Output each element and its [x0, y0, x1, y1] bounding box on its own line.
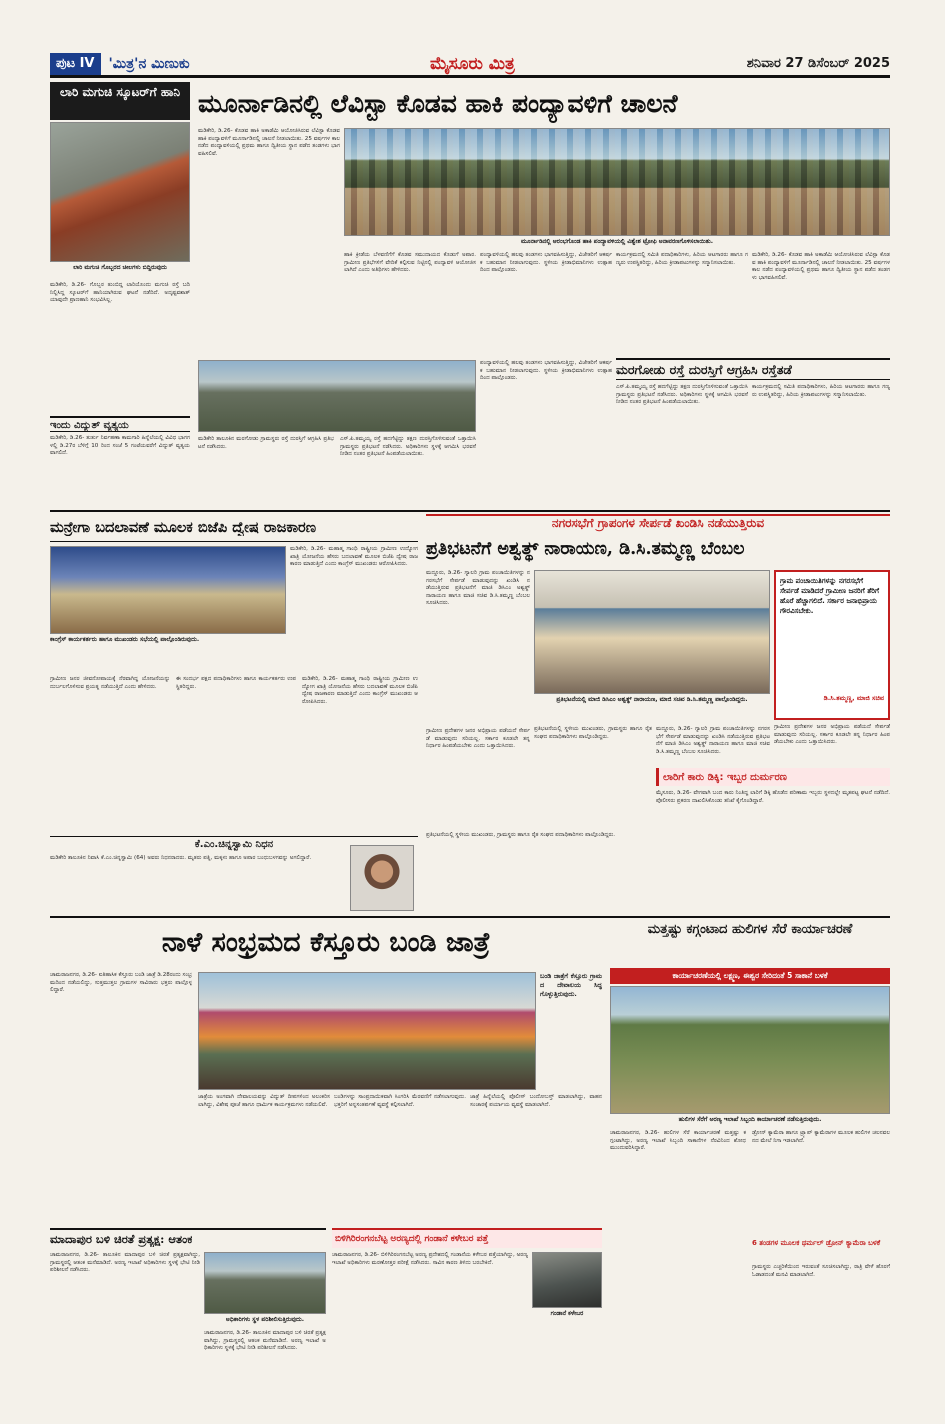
tiger-photo [610, 986, 890, 1114]
road-body-col-2: ಕಾರ್ಯಕ್ರಮದಲ್ಲಿ ಸಮಿತಿ ಪದಾಧಿಕಾರಿಗಳು, ಹಿರಿಯ ಆಟಗಾರರು ಹಾಗೂ ಗಣ್ಯರು ಉಪಸ್ಥಿತರಿದ್ದು, ಹಿರಿಯ ಕ್ರೀಡಾಪಟುಗಳನ್ನು ಸನ್ಮಾನಿಸಲಾಯಿತು. [752, 384, 890, 398]
mgnrega-body-col-3: ಈ ಸಂದರ್ಭ ಪಕ್ಷದ ಪದಾಧಿಕಾರಿಗಳು ಹಾಗೂ ಕಾರ್ಯಕರ್ತರು ಉಪಸ್ಥಿತರಿದ್ದರು. [176, 676, 296, 690]
jatra-body-col-4: ಜಾತ್ರೆ ಹಿನ್ನೆಲೆಯಲ್ಲಿ ಪೊಲೀಸ್ ಬಂದೋಬಸ್ತ್ ಮಾಡಲಾಗಿದ್ದು, ವಾಹನ ಸಂಚಾರಕ್ಕೆ ಪರ್ಯಾಯ ವ್ಯವಸ್ಥೆ ಮಾಡಲಾಗಿದೆ. [470, 1094, 602, 1108]
protest-photo-caption: ಪ್ರತಿಭಟನೆಯಲ್ಲಿ ಮಾಜಿ ಡಿಸಿಎಂ ಅಶ್ವತ್ಥ್ ನಾರಾಯಣ, ಮಾಜಿ ಸಚಿವ ಡಿ.ಸಿ.ತಮ್ಮಣ್ಣ ಪಾಲ್ಗೊಂಡಿದ್ದರು. [556, 696, 748, 703]
protest-body-col-4: ಮದ್ದೂರು, ಡಿ.26- ಗ್ಯಾಲರಿ ಗ್ರಾಮ ಪಂಚಾಯಿತಿಗಳನ್ನು ನಗರಸಭೆಗೆ ಸೇರ್ಪಡೆ ಮಾಡುವುದನ್ನು ಖಂಡಿಸಿ ನಡೆಯುತ್ತಿರುವ ಪ್ರತಿಭಟನೆಗೆ ಮಾಜಿ ಡಿಸಿಎಂ ಅಶ್ವತ್ಥ್ ನಾರಾಯಣ ಹಾಗೂ ಮಾಜಿ ಸಚಿವ ಡಿ.ಸಿ.ತಮ್ಮಣ್ಣ ಬೆಂಬಲ ಸೂಚಿಸಿದರು. [656, 726, 770, 755]
obituary-headline: ಕೆ.ಎಂ.ಚಿನ್ನಸ್ವಾಮಿ ನಿಧನ [194, 839, 274, 850]
jatra-side-note: ಬಂಡಿ ಜಾತ್ರೆಗೆ ಕೆಸ್ತೂರು ಗ್ರಾಮದ ದೇವಾಲಯ ಸಿದ್ಧಗೊಳ್ಳುತ್ತಿರುವುದು. [540, 972, 602, 998]
leopard-headline [50, 1228, 326, 1248]
lorry-photo [50, 122, 190, 262]
tiger-highlight: 6 ತಂಡಗಳ ಮೂಲಕ ಥರ್ಮಲ್ ಡ್ರೋನ್ ಕ್ಯಾಮೆರಾ ಬಳಕೆ [752, 1239, 881, 1247]
leopard-headline-text: ಮಾದಾಪುರ ಬಳಿ ಚಿರತೆ ಪ್ರತ್ಯಕ್ಷ: ಆತಂಕ [50, 1231, 193, 1246]
issue-date: ಶನಿವಾರ 27 ಡಿಸೆಂಬರ್ 2025 [746, 56, 890, 71]
lorry-body: ಮಡಿಕೇರಿ, ಡಿ.26- ಗೊಬ್ಬರ ತುಂಬಿದ್ದ ಲಾರಿಯೊಂದು ಮಗುಚಿ ರಸ್ತೆ ಬದಿ ನಿಲ್ಲಿಸಿದ್ದ ಸ್ಕೂಟರ್‌ಗೆ ಹಾನಿಯಾಗಿರುವ ಘಟನೆ ನಡೆದಿದೆ. ಅದೃಷ್ಟವಶಾತ್ ಯಾವುದೇ ಪ್ರಾಣಹಾನಿ ಸಂಭವಿಸಿಲ್ಲ. [50, 282, 190, 304]
road-photo-caption: ಮಡಿಕೇರಿ ತಾಲೂಕಿನ ಮರಗೋಡು ಗ್ರಾಮಸ್ಥರು ರಸ್ತೆ ದುರಸ್ತಿಗೆ ಆಗ್ರಹಿಸಿ ಪ್ರತಿಭಟನೆ ನಡೆಸಿದರು. [198, 436, 334, 450]
protest-photo [534, 570, 770, 694]
jatra-headline: ನಾಳೆ ಸಂಭ್ರಮದ ಕೆಸ್ತೂರು ಬಂಡಿ ಜಾತ್ರೆ [161, 927, 491, 958]
power-headline: ಇಂದು ವಿದ್ಯುತ್ ವ್ಯತ್ಯಯ [50, 416, 190, 432]
lead-photo [344, 128, 890, 236]
protest-kicker: ನಗರಸಭೆಗೆ ಗ್ರಾಪಂಗಳ ಸೇರ್ಪಡೆ ಖಂಡಿಸಿ ನಡೆಯುತ್ತಿರುವ [426, 514, 890, 534]
lead-body-col-3: ಪಂದ್ಯಾವಳಿಯಲ್ಲಿ ಹಲವು ತಂಡಗಳು ಭಾಗವಹಿಸುತ್ತಿದ್ದು, ವಿಜೇತರಿಗೆ ಆಕರ್ಷಕ ಬಹುಮಾನ ನೀಡಲಾಗುವುದು. ಸ್ಥಳೀಯ ಕ್ರೀಡಾಭಿಮಾನಿಗಳು ಉತ್ಸಾಹದಿಂದ ಪಾಲ್ಗೊಂಡರು. [480, 252, 612, 274]
protest-body-col-5: ಗ್ರಾಮೀಣ ಪ್ರದೇಶಗಳ ಜನರ ಅಭಿಪ್ರಾಯ ಪಡೆಯದೆ ಸೇರ್ಪಡೆ ಮಾಡುವುದು ಸರಿಯಲ್ಲ. ಸರ್ಕಾರ ಕೂಡಲೇ ತನ್ನ ನಿರ್ಧಾರ ಹಿಂಪಡೆಯಬೇಕು ಎಂದು ಒತ್ತಾಯಿಸಿದರು. [774, 724, 890, 746]
paper-name: ಮೈಸೂರು ಮಿತ್ರ [430, 54, 515, 74]
obituary-portrait [350, 845, 414, 911]
bird-body: ಚಾಮರಾಜನಗರ, ಡಿ.26- ಬಿಳಿಗಿರಿರಂಗನಬೆಟ್ಟ ಅರಣ್ಯ ಪ್ರದೇಶದಲ್ಲಿ ಗಂಡಾನೆಯ ಕಳೇಬರ ಪತ್ತೆಯಾಗಿದ್ದು, ಅರಣ್ಯ ಇಲಾಖೆ ಅಧಿಕಾರಿಗಳು ಮರಣೋತ್ತರ ಪರೀಕ್ಷೆ ನಡೆಸಿದರು. ಸಾವಿನ ಕಾರಣ ತಿಳಿದು ಬರಬೇಕಿದೆ. [332, 1252, 528, 1266]
road-headline-text: ಮರಗೋಡು ರಸ್ತೆ ದುರಸ್ತಿಗೆ ಆಗ್ರಹಿಸಿ ರಸ್ತೆತಡೆ [616, 361, 792, 377]
protest-headline: ಪ್ರತಿಭಟನೆಗೆ ಅಶ್ವತ್ಥ್ ನಾರಾಯಣ, ಡಿ.ಸಿ.ತಮ್ಮಣ್ಣ ಬೆಂಬಲ [426, 539, 745, 559]
masthead [50, 52, 890, 78]
car-headline-text: ಲಾರಿಗೆ ಕಾರು ಡಿಕ್ಕಿ: ಇಬ್ಬರ ದುರ್ಮರಣ [663, 771, 787, 783]
road-extra-col: ಎಸ್.ಪಿ.ತಮ್ಮಯ್ಯ ರಸ್ತೆ ಹದಗೆಟ್ಟಿದ್ದು ತಕ್ಷಣ ದುರಸ್ತಿಗೊಳಿಸುವಂತೆ ಒತ್ತಾಯಿಸಿ ಗ್ರಾಮಸ್ಥರು ಪ್ರತಿಭಟನೆ ನಡೆಸಿದರು. ಅಧಿಕಾರಿಗಳು ಸ್ಥಳಕ್ಕೆ ಆಗಮಿಸಿ ಭರವಸೆ ನೀಡಿದ ನಂತರ ಪ್ರತಿಭಟನೆ ಹಿಂಪಡೆಯಲಾಯಿತು. [340, 436, 476, 458]
lead-body-col-4: ಕಾರ್ಯಕ್ರಮದಲ್ಲಿ ಸಮಿತಿ ಪದಾಧಿಕಾರಿಗಳು, ಹಿರಿಯ ಆಟಗಾರರು ಹಾಗೂ ಗಣ್ಯರು ಉಪಸ್ಥಿತರಿದ್ದು, ಹಿರಿಯ ಕ್ರೀಡಾಪಟುಗಳನ್ನು ಸನ್ಮಾನಿಸಲಾಯಿತು. [616, 252, 748, 266]
lorry-story [50, 82, 190, 412]
jatra-photo [198, 972, 536, 1090]
road-photo [198, 360, 476, 432]
lorry-headline: ಲಾರಿ ಮಗುಚಿ ಸ್ಕೂಟರ್‌ಗೆ ಹಾನಿ [50, 82, 190, 120]
power-story [50, 416, 190, 508]
lead-body-continuation: ಪಂದ್ಯಾವಳಿಯಲ್ಲಿ ಹಲವು ತಂಡಗಳು ಭಾಗವಹಿಸುತ್ತಿದ್ದು, ವಿಜೇತರಿಗೆ ಆಕರ್ಷಕ ಬಹುಮಾನ ನೀಡಲಾಗುವುದು. ಸ್ಥಳೀಯ ಕ್ರೀಡಾಭಿಮಾನಿಗಳು ಉತ್ಸಾಹದಿಂದ ಪಾಲ್ಗೊಂಡರು. [480, 360, 612, 382]
protest-body-col-1: ಮದ್ದೂರು, ಡಿ.26- ಗ್ಯಾಲರಿ ಗ್ರಾಮ ಪಂಚಾಯಿತಿಗಳನ್ನು ನಗರಸಭೆಗೆ ಸೇರ್ಪಡೆ ಮಾಡುವುದನ್ನು ಖಂಡಿಸಿ ನಡೆಯುತ್ತಿರುವ ಪ್ರತಿಭಟನೆಗೆ ಮಾಜಿ ಡಿಸಿಎಂ ಅಶ್ವತ್ಥ್ ನಾರಾಯಣ ಹಾಗೂ ಮಾಜಿ ಸಚಿವ ಡಿ.ಸಿ.ತಮ್ಮಣ್ಣ ಬೆಂಬಲ ಸೂಚಿಸಿದರು. [426, 570, 530, 607]
leopard-photo [204, 1252, 326, 1314]
road-body-col-1: ಎಸ್.ಪಿ.ತಮ್ಮಯ್ಯ ರಸ್ತೆ ಹದಗೆಟ್ಟಿದ್ದು ತಕ್ಷಣ ದುರಸ್ತಿಗೊಳಿಸುವಂತೆ ಒತ್ತಾಯಿಸಿ ಗ್ರಾಮಸ್ಥರು ಪ್ರತಿಭಟನೆ ನಡೆಸಿದರು. ಅಧಿಕಾರಿಗಳು ಸ್ಥಳಕ್ಕೆ ಆಗಮಿಸಿ ಭರವಸೆ ನೀಡಿದ ನಂತರ ಪ್ರತಿಭಟನೆ ಹಿಂಪಡೆಯಲಾಯಿತು. [616, 384, 748, 406]
car-headline [656, 768, 890, 786]
protest-quote-box [774, 570, 890, 720]
jatra-body-col-3: ಬಂಡಿಗಳನ್ನು ಸಾಂಪ್ರದಾಯಿಕವಾಗಿ ಸಿಂಗರಿಸಿ ಮೆರವಣಿಗೆ ನಡೆಸಲಾಗುವುದು. ಭಕ್ತರಿಗೆ ಅನ್ನಸಂತರ್ಪಣೆ ವ್ಯವಸ್ಥೆ ಕಲ್ಪಿಸಲಾಗಿದೆ. [334, 1094, 466, 1108]
lorry-caption: ಲಾರಿ ಮಗುಚಿ ಗೊಬ್ಬರದ ಚೀಲಗಳು ಬಿದ್ದಿರುವುದು [73, 264, 167, 271]
section-title: 'ಮಿತ್ರ'ನ ಮಿಣುಕು [108, 55, 190, 72]
protest-body-col-6: ಪ್ರತಿಭಟನೆಯಲ್ಲಿ ಸ್ಥಳೀಯ ಮುಖಂಡರು, ಗ್ರಾಮಸ್ಥರು ಹಾಗೂ ರೈತ ಸಂಘದ ಪದಾಧಿಕಾರಿಗಳು ಪಾಲ್ಗೊಂಡಿದ್ದರು. [426, 832, 616, 838]
lead-body-col-2: ಹಾಕಿ ಕ್ರೀಡೆಯ ಬೆಳವಣಿಗೆಗೆ ಕೊಡವ ಸಮುದಾಯದ ಕೊಡುಗೆ ಅಪಾರ. ಗ್ರಾಮೀಣ ಪ್ರತಿಭೆಗಳಿಗೆ ವೇದಿಕೆ ಕಲ್ಪಿಸುವ ನಿಟ್ಟಿನಲ್ಲಿ ಪಂದ್ಯಾವಳಿ ಆಯೋಜಿಸಲಾಗಿದೆ ಎಂದು ಅತಿಥಿಗಳು ಹೇಳಿದರು. [344, 252, 476, 274]
power-body: ಮಡಿಕೇರಿ, ಡಿ.26- ತುರ್ತು ನಿರ್ವಹಣಾ ಕಾಮಗಾರಿ ಹಿನ್ನೆಲೆಯಲ್ಲಿ ವಿವಿಧ ಭಾಗಗಳಲ್ಲಿ ಡಿ.27ರ ಬೆಳಿಗ್ಗೆ 10 ರಿಂದ ಸಂಜೆ 5 ಗಂಟೆಯವರೆಗೆ ವಿದ್ಯುತ್ ವ್ಯತ್ಯಯವಾಗಲಿದೆ. [50, 435, 190, 457]
road-headline [616, 358, 890, 380]
mgnrega-headline [50, 514, 418, 542]
lead-headline: ಮೂರ್ನಾಡಿನಲ್ಲಿ ಲೆವಿಸ್ಟಾ ಕೊಡವ ಹಾಕಿ ಪಂದ್ಯಾವಳಿಗೆ ಚಾಲನೆ [198, 89, 678, 118]
lead-body-col-5: ಮಡಿಕೇರಿ, ಡಿ.26- ಕೊಡವ ಹಾಕಿ ಅಕಾಡೆಮಿ ಆಯೋಜಿಸಿರುವ ಲೆವಿಸ್ಟಾ ಕೊಡವ ಹಾಕಿ ಪಂದ್ಯಾವಳಿಗೆ ಮೂರ್ನಾಡಿನಲ್ಲಿ ಚಾಲನೆ ನೀಡಲಾಯಿತು. 25 ವರ್ಷಗಳ ಕಾಲ ನಡೆದ ಪಂದ್ಯಾವಳಿಯಲ್ಲಿ ಪ್ರಥಮ ಹಾಗೂ ದ್ವಿತೀಯ ಸ್ಥಾನ ಪಡೆದ ತಂಡಗಳು ಭಾಗವಹಿಸಲಿವೆ. [752, 252, 890, 281]
leopard-photo-caption: ಅಧಿಕಾರಿಗಳು ಸ್ಥಳ ಪರಿಶೀಲಿಸುತ್ತಿರುವುದು. [225, 1316, 305, 1323]
page-label: ಪುಟ IV [50, 53, 101, 75]
lead-photo-caption: ಮೂರ್ನಾಡಿನಲ್ಲಿ ಆರಂಭಗೊಂಡ ಹಾಕಿ ಪಂದ್ಯಾವಳಿಯಲ್ಲಿ ವಿಶ್ವೇಶ ಟ್ರೋಫಿ ಅನಾವರಣಗೊಳಿಸಲಾಯಿತು. [520, 238, 714, 245]
jatra-body-col-2: ಜಾತ್ರೆಯ ಅಂಗವಾಗಿ ದೇವಾಲಯವನ್ನು ವಿದ್ಯುತ್ ದೀಪಗಳಿಂದ ಅಲಂಕರಿಸಲಾಗಿದ್ದು, ವಿಶೇಷ ಪೂಜೆ ಹಾಗೂ ಧಾರ್ಮಿಕ ಕಾರ್ಯಕ್ರಮಗಳು ನಡೆಯಲಿವೆ. [198, 1094, 330, 1108]
mgnrega-body-col-2: ಗ್ರಾಮೀಣ ಜನರ ಜೀವನೋಪಾಯಕ್ಕೆ ನೆರವಾಗಿದ್ದ ಯೋಜನೆಯನ್ನು ದುರ್ಬಲಗೊಳಿಸುವ ಪ್ರಯತ್ನ ನಡೆಯುತ್ತಿದೆ ಎಂದು ಹೇಳಿದರು. [50, 676, 170, 690]
leopard-body-2: ಚಾಮರಾಜನಗರ, ಡಿ.26- ತಾಲೂಕಿನ ಮಾದಾಪುರ ಬಳಿ ಚಿರತೆ ಪ್ರತ್ಯಕ್ಷವಾಗಿದ್ದು, ಗ್ರಾಮಸ್ಥರಲ್ಲಿ ಆತಂಕ ಮನೆಮಾಡಿದೆ. ಅರಣ್ಯ ಇಲಾಖೆ ಅಧಿಕಾರಿಗಳು ಸ್ಥಳಕ್ಕೆ ಭೇಟಿ ನೀಡಿ ಪರಿಶೀಲನೆ ನಡೆಸಿದರು. [204, 1330, 326, 1352]
jatra-body-col-1: ಚಾಮರಾಜನಗರ, ಡಿ.26- ಐತಿಹಾಸಿಕ ಕೆಸ್ತೂರು ಬಂಡಿ ಜಾತ್ರೆ ಡಿ.28ರಂದು ಸಂಭ್ರಮದಿಂದ ನಡೆಯಲಿದ್ದು, ಸುತ್ತಮುತ್ತಲ ಗ್ರಾಮಗಳ ಸಾವಿರಾರು ಭಕ್ತರು ಪಾಲ್ಗೊಳ್ಳಲಿದ್ದಾರೆ. [50, 972, 192, 994]
tiger-body-col-2: ಡ್ರೋನ್ ಕ್ಯಾಮೆರಾ ಹಾಗೂ ಟ್ರ್ಯಾಪ್ ಕ್ಯಾಮೆರಾಗಳ ಮೂಲಕ ಹುಲಿಗಳ ಚಲನವಲನದ ಮೇಲೆ ನಿಗಾ ಇಡಲಾಗಿದೆ. [752, 1130, 890, 1144]
tiger-photo-caption: ಹುಲಿಗಳ ಸೆರೆಗೆ ಅರಣ್ಯ ಇಲಾಖೆ ಸಿಬ್ಬಂದಿ ಕಾರ್ಯಾಚರಣೆ ನಡೆಸುತ್ತಿರುವುದು. [678, 1116, 822, 1123]
obituary-body: ಮಡಿಕೇರಿ ತಾಲೂಕಿನ ನಿವಾಸಿ ಕೆ.ಎಂ.ಚಿನ್ನಸ್ವಾಮಿ (64) ಅವರು ನಿಧನರಾದರು. ಮೃತರು ಪತ್ನಿ, ಮಕ್ಕಳು ಹಾಗೂ ಅಪಾರ ಬಂಧುಬಳಗವನ್ನು ಅಗಲಿದ್ದಾರೆ. [50, 855, 312, 861]
divider-1 [50, 510, 890, 512]
tiger-headline: ಮತ್ತಷ್ಟು ಕಗ್ಗಂಟಾದ ಹುಲಿಗಳ ಸೆರೆ ಕಾರ್ಯಾಚರಣೆ [647, 922, 853, 937]
bird-photo-caption: ಗಂಡಾನೆ ಕಳೇಬರ [550, 1310, 584, 1317]
car-body: ಮೈಸೂರು, ಡಿ.26- ವೇಗವಾಗಿ ಬಂದ ಕಾರು ನಿಂತಿದ್ದ ಲಾರಿಗೆ ಡಿಕ್ಕಿ ಹೊಡೆದ ಪರಿಣಾಮ ಇಬ್ಬರು ಸ್ಥಳದಲ್ಲೇ ಮೃತಪಟ್ಟ ಘಟನೆ ನಡೆದಿದೆ. ಪೊಲೀಸರು ಪ್ರಕರಣ ದಾಖಲಿಸಿಕೊಂಡು ತನಿಖೆ ಕೈಗೊಂಡಿದ್ದಾರೆ. [656, 790, 890, 804]
mgnrega-photo [50, 546, 286, 634]
bird-headline-text: ಬಿಳಿಗಿರಿರಂಗನಬೆಟ್ಟ ಅರಣ್ಯದಲ್ಲಿ ಗಂಡಾನೆ ಕಳೇಬರ ಪತ್ತೆ [335, 1234, 489, 1244]
bird-photo [532, 1252, 602, 1308]
tiger-body-col-3: ಗ್ರಾಮಸ್ಥರು ಎಚ್ಚರಿಕೆಯಿಂದ ಇರುವಂತೆ ಸೂಚಿಸಲಾಗಿದ್ದು, ರಾತ್ರಿ ವೇಳೆ ಹೊರಗೆ ಓಡಾಡದಂತೆ ಮನವಿ ಮಾಡಲಾಗಿದೆ. [752, 1264, 890, 1278]
divider-2 [50, 916, 890, 918]
lead-body-col-1: ಮಡಿಕೇರಿ, ಡಿ.26- ಕೊಡವ ಹಾಕಿ ಅಕಾಡೆಮಿ ಆಯೋಜಿಸಿರುವ ಲೆವಿಸ್ಟಾ ಕೊಡವ ಹಾಕಿ ಪಂದ್ಯಾವಳಿಗೆ ಮೂರ್ನಾಡಿನಲ್ಲಿ ಚಾಲನೆ ನೀಡಲಾಯಿತು. 25 ವರ್ಷಗಳ ಕಾಲ ನಡೆದ ಪಂದ್ಯಾವಳಿಯಲ್ಲಿ ಪ್ರಥಮ ಹಾಗೂ ದ್ವಿತೀಯ ಸ್ಥಾನ ಪಡೆದ ತಂಡಗಳು ಭಾಗವಹಿಸಲಿವೆ. [198, 128, 340, 157]
mgnrega-headline-text: ಮನ್ರೇಗಾ ಬದಲಾವಣೆ ಮೂಲಕ ಬಿಜೆಪಿ ದ್ವೇಷ ರಾಜಕಾರಣ [50, 519, 317, 536]
protest-body-col-3: ಪ್ರತಿಭಟನೆಯಲ್ಲಿ ಸ್ಥಳೀಯ ಮುಖಂಡರು, ಗ್ರಾಮಸ್ಥರು ಹಾಗೂ ರೈತ ಸಂಘದ ಪದಾಧಿಕಾರಿಗಳು ಪಾಲ್ಗೊಂಡಿದ್ದರು. [534, 726, 652, 740]
tiger-subhead: ಕಾರ್ಯಾಚರಣೆಯಲ್ಲಿ ಲಕ್ಷ್ಮಣ, ಈಶ್ವರ ಸೇರಿದಂತೆ 5 ಸಾಕಾನೆ ಬಳಕೆ [610, 968, 890, 984]
protest-quote-author: ಡಿ.ಸಿ.ತಮ್ಮಣ್ಣ, ಮಾಜಿ ಸಚಿವ [823, 694, 884, 702]
protest-body-col-2: ಗ್ರಾಮೀಣ ಪ್ರದೇಶಗಳ ಜನರ ಅಭಿಪ್ರಾಯ ಪಡೆಯದೆ ಸೇರ್ಪಡೆ ಮಾಡುವುದು ಸರಿಯಲ್ಲ. ಸರ್ಕಾರ ಕೂಡಲೇ ತನ್ನ ನಿರ್ಧಾರ ಹಿಂಪಡೆಯಬೇಕು ಎಂದು ಒತ್ತಾಯಿಸಿದರು. [426, 728, 530, 750]
mgnrega-body-col-1: ಮಡಿಕೇರಿ, ಡಿ.26- ಮಹಾತ್ಮ ಗಾಂಧಿ ರಾಷ್ಟ್ರೀಯ ಗ್ರಾಮೀಣ ಉದ್ಯೋಗ ಖಾತ್ರಿ ಯೋಜನೆಯ ಹೆಸರು ಬದಲಾವಣೆ ಮೂಲಕ ಬಿಜೆಪಿ ದ್ವೇಷ ರಾಜಕಾರಣ ಮಾಡುತ್ತಿದೆ ಎಂದು ಕಾಂಗ್ರೆಸ್ ಮುಖಂಡರು ಆರೋಪಿಸಿದರು. [290, 546, 418, 568]
mgnrega-photo-caption: ಕಾಂಗ್ರೆಸ್ ಕಾರ್ಯಕರ್ತರು ಹಾಗೂ ಮುಖಂಡರು ಸಭೆಯಲ್ಲಿ ಪಾಲ್ಗೊಂಡಿರುವುದು. [50, 636, 200, 643]
protest-quote-text: ಗ್ರಾಮ ಪಂಚಾಯಿತಿಗಳನ್ನು ನಗರಸಭೆಗೆ ಸೇರ್ಪಡೆ ಮಾಡಿದರೆ ಗ್ರಾಮೀಣ ಜನರಿಗೆ ತೆರಿಗೆ ಹೊರೆ ಹೆಚ್ಚಾಗಲಿದೆ. ಸರ್ಕಾರ ಜನಾಭಿಪ್ರಾಯ ಗೌರವಿಸಬೇಕು. [780, 577, 880, 615]
mgnrega-body-col-4: ಮಡಿಕೇರಿ, ಡಿ.26- ಮಹಾತ್ಮ ಗಾಂಧಿ ರಾಷ್ಟ್ರೀಯ ಗ್ರಾಮೀಣ ಉದ್ಯೋಗ ಖಾತ್ರಿ ಯೋಜನೆಯ ಹೆಸರು ಬದಲಾವಣೆ ಮೂಲಕ ಬಿಜೆಪಿ ದ್ವೇಷ ರಾಜಕಾರಣ ಮಾಡುತ್ತಿದೆ ಎಂದು ಕಾಂಗ್ರೆಸ್ ಮುಖಂಡರು ಆರೋಪಿಸಿದರು. [302, 676, 418, 705]
obituary [50, 836, 418, 914]
leopard-body: ಚಾಮರಾಜನಗರ, ಡಿ.26- ತಾಲೂಕಿನ ಮಾದಾಪುರ ಬಳಿ ಚಿರತೆ ಪ್ರತ್ಯಕ್ಷವಾಗಿದ್ದು, ಗ್ರಾಮಸ್ಥರಲ್ಲಿ ಆತಂಕ ಮನೆಮಾಡಿದೆ. ಅರಣ್ಯ ಇಲಾಖೆ ಅಧಿಕಾರಿಗಳು ಸ್ಥಳಕ್ಕೆ ಭೇಟಿ ನೀಡಿ ಪರಿಶೀಲನೆ ನಡೆಸಿದರು. [50, 1252, 200, 1274]
tiger-body-col-1: ಚಾಮರಾಜನಗರ, ಡಿ.26- ಹುಲಿಗಳ ಸೆರೆ ಕಾರ್ಯಾಚರಣೆ ಮತ್ತಷ್ಟು ಕಗ್ಗಂಟಾಗಿದ್ದು, ಅರಣ್ಯ ಇಲಾಖೆ ಸಿಬ್ಬಂದಿ ಸಾಕಾನೆಗಳ ನೆರವಿನಿಂದ ಶೋಧ ಮುಂದುವರಿಸಿದ್ದಾರೆ. [610, 1130, 746, 1152]
bird-headline [332, 1228, 602, 1248]
